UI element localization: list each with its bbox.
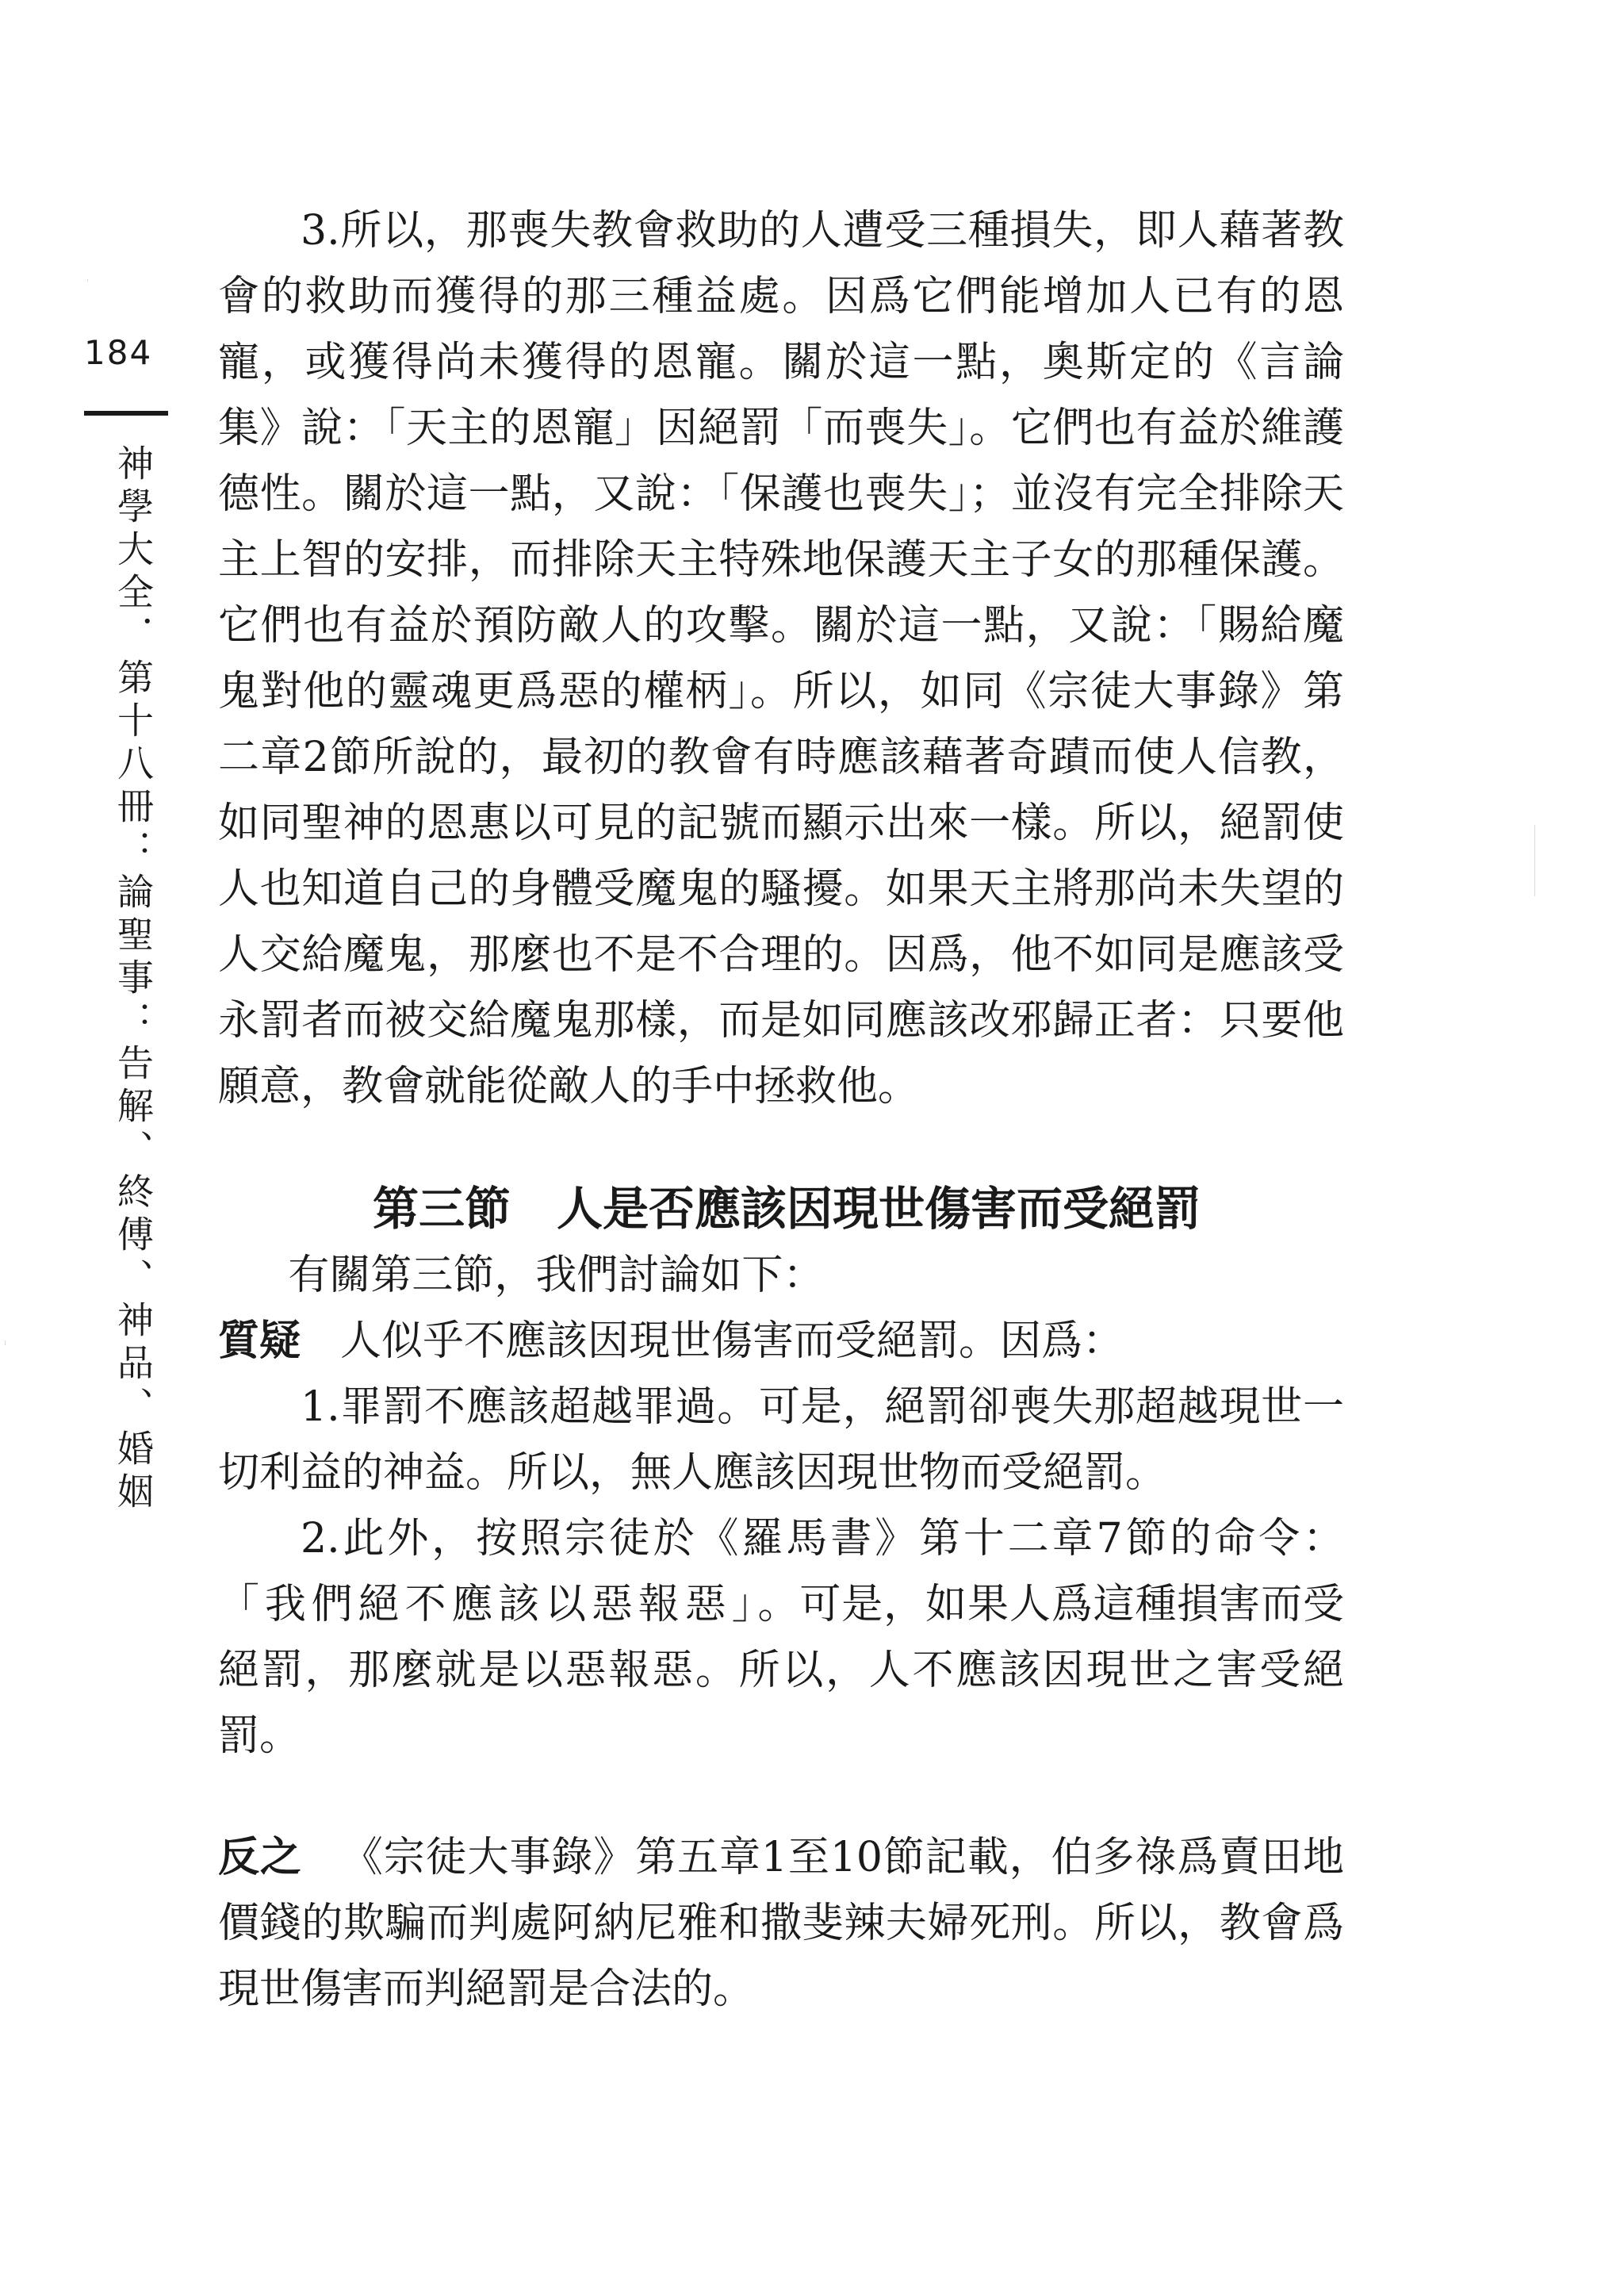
objection-paragraph [218,1309,1344,1375]
page-number: 184 [84,333,153,372]
scan-mark [5,1340,6,1345]
objection-point-2 [218,1506,1344,1770]
body-text [218,198,1344,2023]
objection-point-1: 1.罪罰不應該超越罪過。可是，絕罰卻喪失那超越現世一切利益的神益。所以，無人應該因現世物而受絕罰。 [218,1383,1344,1497]
section-intro: 有關第三節，我們討論如下： [288,1252,825,1299]
margin-rule [84,411,168,416]
objection-text: 人似乎不應該因現世傷害而受絕罰。因爲： [340,1317,1124,1365]
section-title: 人是否應該因現世傷害而受絕罰 [557,1182,1201,1236]
section-heading [218,1175,1344,1243]
contrary-text: 《宗徒大事錄》第五章1至10節記載，伯多祿爲賣田地價錢的欺騙而判處阿納尼雅和撒斐辣夫婦死刑。所以，教會爲現世傷害而判絕罰是合法的。 [218,1834,1344,2013]
paragraph-reply-3: 3.所以，那喪失教會救助的人遭受三種損失，即人藉著教會的救助而獲得的那三種益處。因爲它們能增加人已有的恩寵，或獲得尚未獲得的恩寵。關於這一點，奧斯定的《言論集》說：「天主的恩寵」因絕罰「而喪失」。它們也有益於維護德性。關於這一點，又說：「保護也喪失」；並沒有完全排除天主上智的安排，而排除天主特殊地保護天主子女的那種保護。它們也有益於預防敵人的攻擊。關於這一點，又說：「賜給魔鬼對他的靈魂更爲惡的權柄」。所以，如同《宗徒大事錄》第二章2節所說的，最初的教會有時應該藉著奇蹟而使人信教，如同聖神的恩惠以可見的記號而顯示出來一樣。所以，絕罰使人也知道自己的身體受魔鬼的騷擾。如果天主將那尚未失望的人交給魔鬼，那麼也不是不合理的。因爲，他不如同是應該受永罰者而被交給魔鬼那樣，而是如同應該改邪歸正者：只要他願意，教會就能從敵人的手中拯救他。 [218,207,1344,1110]
section-number: 第三節 [373,1182,511,1236]
contrary-label: 反之 [218,1834,302,1881]
running-title: 神學大全．第十八冊：論聖事：告解、終傅、神品、婚姻 [112,444,155,1515]
objection-point-2-end: 。可是，如果人爲這種損害而受絕罰，那麼就是以惡報惡。所以，人不應該因現世之害受絕罰。 [218,1581,1344,1760]
objection-label: 質疑 [218,1317,301,1365]
scan-mark [87,279,88,282]
scan-mark [1534,825,1535,896]
objection-point-2-start: 2.此外，按照宗徒於《羅馬書》第十二章7節的命令： [301,1515,1344,1563]
scripture-quote: 「我們絕不應該以惡報惡」 [218,1581,758,1628]
contrary-paragraph [218,1825,1344,2023]
paragraph-gap [218,1770,1344,1825]
